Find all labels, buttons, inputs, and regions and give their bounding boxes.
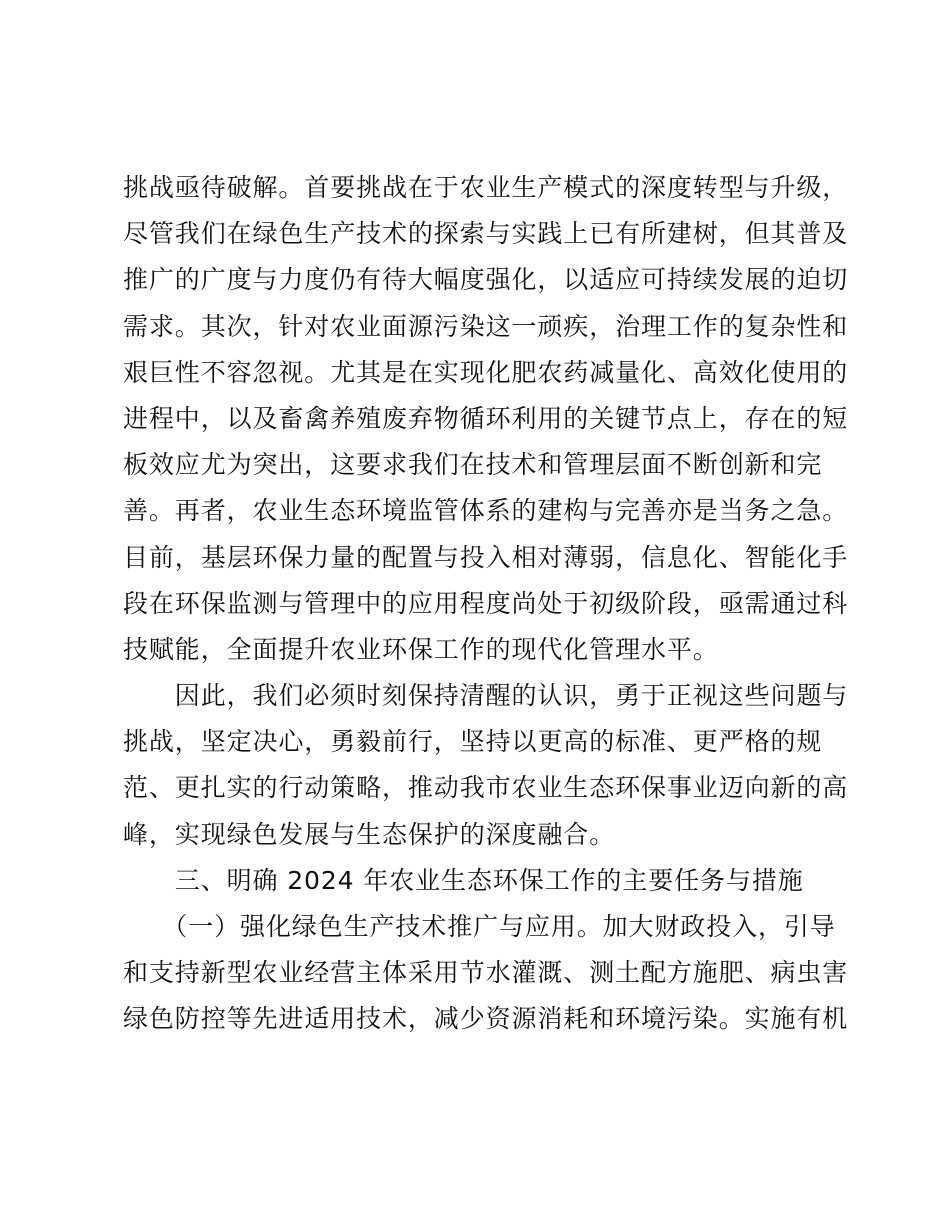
text-line-7: 板效应尤为突出，这要求我们在技术和管理层面不断创新和完 <box>123 450 823 480</box>
text-line-10: 段在环保监测与管理中的应用程度尚处于初级阶段，亟需通过科 <box>123 588 849 618</box>
text-line-17: （一）强化绿色生产技术推广与应用。加大财政投入，引导 <box>123 912 836 941</box>
text-line-4: 需求。其次，针对农业面源污染这一顽疾，治理工作的复杂性和 <box>123 311 849 341</box>
text-line-13: 挑战，坚定决心，勇毅前行，坚持以更高的标准、更严格的规 <box>123 727 823 757</box>
text-line-19: 绿色防控等先进适用技术，减少资源消耗和环境污染。实施有机 <box>123 1004 849 1034</box>
text-line-8: 善。再者，农业生态环境监管体系的建构与完善亦是当务之急。 <box>123 496 849 526</box>
text-line-1: 挑战亟待破解。首要挑战在于农业生产模式的深度转型与升级， <box>123 173 849 202</box>
text-line-9: 目前，基层环保力量的配置与投入相对薄弱，信息化、智能化手 <box>123 542 849 572</box>
text-line-14: 范、更扎实的行动策略，推动我市农业生态环保事业迈向新的高 <box>123 773 849 803</box>
text-line-2: 尽管我们在绿色生产技术的探索与实践上已有所建树，但其普及 <box>123 219 849 249</box>
text-line-5: 艰巨性不容忽视。尤其是在实现化肥农药减量化、高效化使用的 <box>123 357 849 387</box>
text-line-12: 因此，我们必须时刻保持清醒的认识，勇于正视这些问题与 <box>123 681 849 711</box>
text-line-3: 推广的广度与力度仍有待大幅度强化，以适应可持续发展的迫切 <box>123 265 849 295</box>
text-line-11: 技赋能，全面提升农业环保工作的现代化管理水平。 <box>123 634 719 664</box>
text-line-18: 和支持新型农业经营主体采用节水灌溉、测土配方施肥、病虫害 <box>123 958 849 988</box>
text-line-6: 进程中，以及畜禽养殖废弃物循环利用的关键节点上，存在的短 <box>123 403 849 433</box>
text-line-15: 峰，实现绿色发展与生态保护的深度融合。 <box>123 819 616 849</box>
section-heading: 三、明确 2024 年农业生态环保工作的主要任务与措施 <box>123 865 804 895</box>
document-body <box>123 165 849 1043</box>
